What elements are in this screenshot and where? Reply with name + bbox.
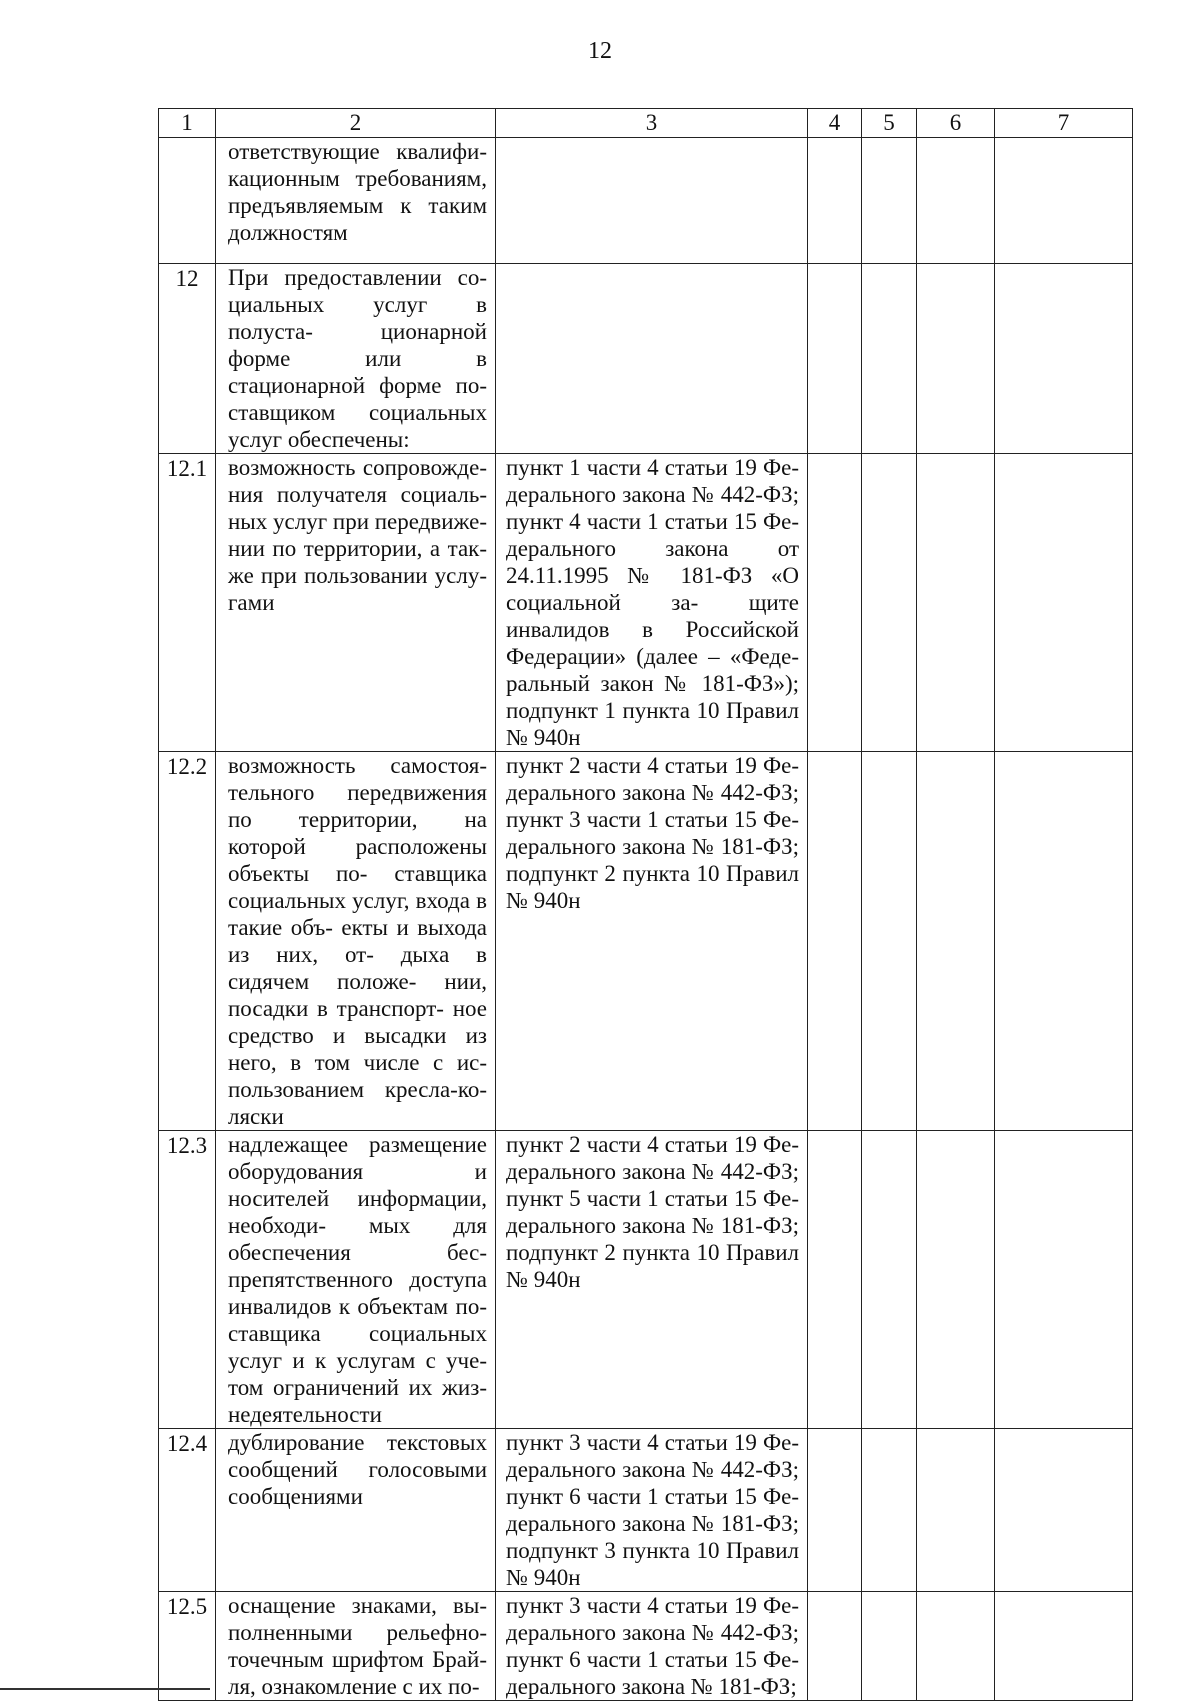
empty-cell — [808, 454, 862, 752]
empty-cell — [917, 1429, 995, 1592]
empty-cell — [995, 264, 1133, 454]
empty-cell — [917, 1131, 995, 1429]
empty-cell — [995, 1429, 1133, 1592]
requirements-table — [158, 108, 1133, 1701]
requirement-text: дублирование текстовых сообщений голосовыми сообщениями — [216, 1429, 496, 1592]
requirement-text: ответствующие квалифи- кационным требованиям, предъявляемым к таким должностям — [216, 138, 496, 264]
legal-reference — [496, 138, 808, 264]
column-header: 6 — [917, 109, 995, 138]
empty-cell — [995, 1131, 1133, 1429]
row-number: 12.4 — [159, 1429, 216, 1592]
empty-cell — [808, 1592, 862, 1701]
column-header: 4 — [808, 109, 862, 138]
requirement-text: возможность самостоя- тельного передвижения по территории, на которой расположены объекты по- ставщика социальных услуг, входа в такие объ- екты и выхода из них, от- дыха в сидячем положе- нии, посадки в транспорт- ное средство и высадки из него, в том числе с ис- пользованием кресла-ко- ляски — [216, 752, 496, 1131]
row-number: 12.3 — [159, 1131, 216, 1429]
empty-cell — [862, 264, 917, 454]
empty-cell — [862, 752, 917, 1131]
empty-cell — [862, 1131, 917, 1429]
empty-cell — [862, 1592, 917, 1701]
requirement-text: возможность сопровожде- ния получателя социаль- ных услуг при передвиже- нии по территории, а так- же при пользовании услу- гами — [216, 454, 496, 752]
legal-reference: пункт 2 части 4 статьи 19 Фе- дерального закона № 442-ФЗ; пункт 3 части 1 статьи 15 Фе- дерального закона № 181-ФЗ; подпункт 2 пункта 10 Правил № 940н — [496, 752, 808, 1131]
table-row — [159, 454, 1133, 752]
table-row — [159, 752, 1133, 1131]
empty-cell — [917, 264, 995, 454]
column-header: 3 — [496, 109, 808, 138]
requirement-text: надлежащее размещение оборудования и носителей информации, необходи- мых для обеспечения бес- препятственного доступа инвалидов к объектам по- ставщика социальных услуг и к услугам с уче- том ограничений их жиз- недеятельности — [216, 1131, 496, 1429]
table-row — [159, 264, 1133, 454]
empty-cell — [808, 752, 862, 1131]
row-number: 12 — [159, 264, 216, 454]
empty-cell — [862, 1429, 917, 1592]
table-row — [159, 1131, 1133, 1429]
empty-cell — [995, 138, 1133, 264]
row-number — [159, 138, 216, 264]
empty-cell — [995, 752, 1133, 1131]
empty-cell — [862, 138, 917, 264]
column-header: 5 — [862, 109, 917, 138]
empty-cell — [808, 1429, 862, 1592]
empty-cell — [995, 1592, 1133, 1701]
legal-reference: пункт 1 части 4 статьи 19 Фе- дерального закона № 442-ФЗ; пункт 4 части 1 статьи 15 Фе- дерального закона от 24.11.1995 № 181-ФЗ «О социальной за- щите инвалидов в Российской Федерации» (далее – «Феде- ральный закон № 181-ФЗ»); подпункт 1 пункта 10 Правил № 940н — [496, 454, 808, 752]
legal-reference: пункт 3 части 4 статьи 19 Фе- дерального закона № 442-ФЗ; пункт 6 части 1 статьи 15 Фе- дерального закона № 181-ФЗ; подпункт 3 пункта 10 Правил № 940н — [496, 1429, 808, 1592]
legal-reference: пункт 2 части 4 статьи 19 Фе- дерального закона № 442-ФЗ; пункт 5 части 1 статьи 15 Фе- дерального закона № 181-ФЗ; подпункт 2 пункта 10 Правил № 940н — [496, 1131, 808, 1429]
column-header: 1 — [159, 109, 216, 138]
table-row — [159, 1429, 1133, 1592]
empty-cell — [917, 454, 995, 752]
table-header-row — [159, 109, 1133, 138]
empty-cell — [808, 264, 862, 454]
row-number: 12.5 — [159, 1592, 216, 1701]
legal-reference: пункт 3 части 4 статьи 19 Фе- дерального закона № 442-ФЗ; пункт 6 части 1 статьи 15 Фе- дерального закона № 181-ФЗ; — [496, 1592, 808, 1701]
row-number: 12.2 — [159, 752, 216, 1131]
empty-cell — [995, 454, 1133, 752]
empty-cell — [917, 138, 995, 264]
column-header: 7 — [995, 109, 1133, 138]
table-row — [159, 138, 1133, 264]
requirement-text: При предоставлении со- циальных услуг в полуста- ционарной форме или в стационарной форме по- ставщиком социальных услуг обеспечены: — [216, 264, 496, 454]
requirement-text: оснащение знаками, вы- полненными рельефно- точечным шрифтом Брай- ля, ознакомление с их по- — [216, 1592, 496, 1701]
empty-cell — [917, 752, 995, 1131]
column-header: 2 — [216, 109, 496, 138]
empty-cell — [808, 1131, 862, 1429]
row-number: 12.1 — [159, 454, 216, 752]
legal-reference — [496, 264, 808, 454]
empty-cell — [862, 454, 917, 752]
empty-cell — [917, 1592, 995, 1701]
table-row — [159, 1592, 1133, 1701]
empty-cell — [808, 138, 862, 264]
footnote-rule — [0, 1688, 210, 1690]
page-number: 12 — [588, 38, 612, 64]
